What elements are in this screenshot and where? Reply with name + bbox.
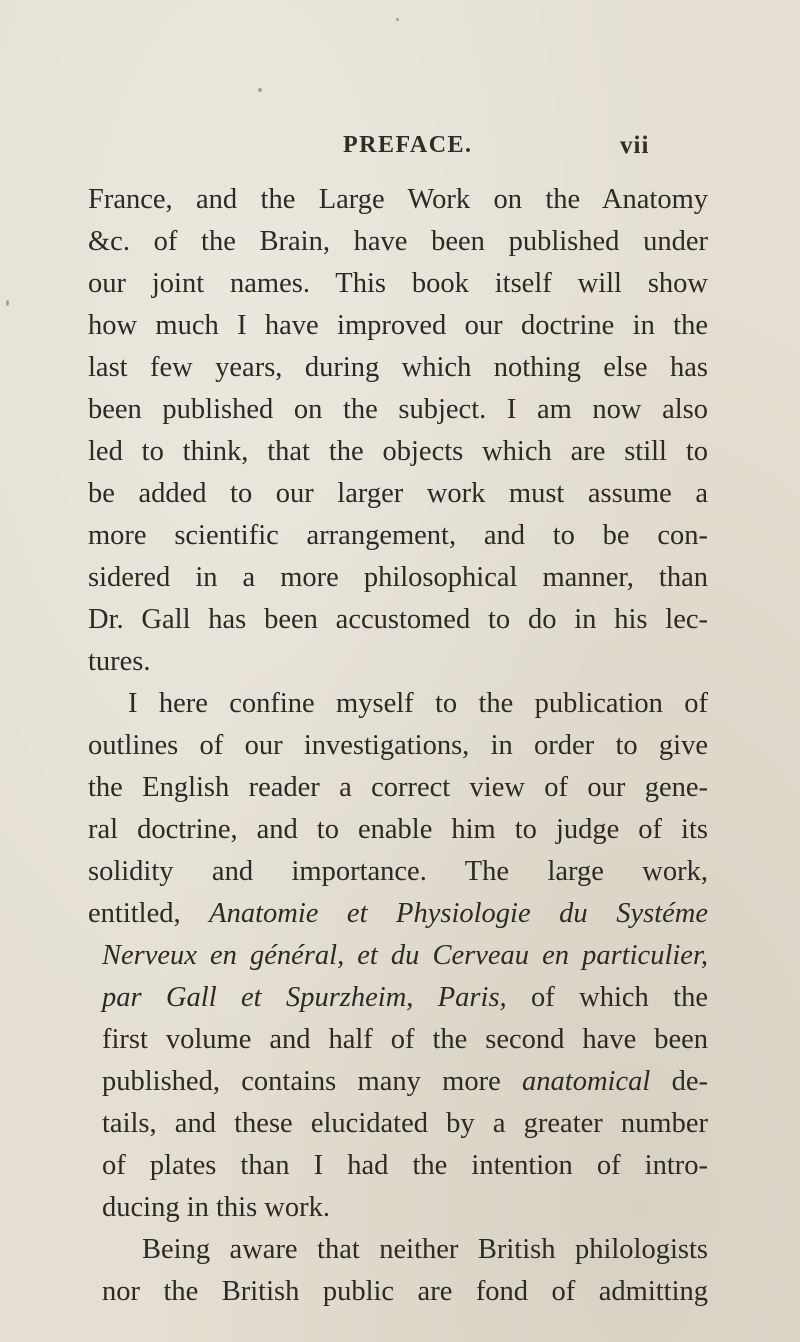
text-line <box>88 894 708 934</box>
text-run: published, contains many more <box>102 1066 523 1097</box>
text-line: of plates than I had the intention of intro- <box>102 1150 708 1181</box>
italic-title-run: Nerveux en général, et du Cerveau en particulier, <box>102 940 708 971</box>
italic-author-run: par Gall et Spurzheim, Paris, <box>102 982 507 1013</box>
text-line: nor the British public are fond of admitting <box>102 1276 708 1307</box>
text-line: been published on the subject. I am now also <box>88 394 708 425</box>
text-line: I here confine myself to the publication of <box>128 688 708 719</box>
paper-speck <box>396 18 399 21</box>
text-run: de- <box>650 1066 708 1097</box>
italic-term-run: anatomical <box>522 1066 651 1097</box>
text-line: ral doctrine, and to enable him to judge of its <box>88 814 708 845</box>
text-line: solidity and importance. The large work, <box>88 856 708 887</box>
text-line <box>102 936 708 976</box>
text-line: last few years, during which nothing else has <box>88 352 708 383</box>
text-line: &c. of the Brain, have been published under <box>88 226 708 257</box>
paper-speck <box>6 300 9 306</box>
text-line: our joint names. This book itself will show <box>88 268 708 299</box>
text-line <box>102 978 708 1018</box>
text-run: of which the <box>506 982 708 1013</box>
italic-title-run: Anatomie et Physiologie du Systéme <box>209 898 708 929</box>
text-line: outlines of our investigations, in order to give <box>88 730 708 761</box>
text-run: entitled, <box>88 898 210 929</box>
text-line: first volume and half of the second have been <box>102 1024 708 1055</box>
text-line: tails, and these elucidated by a greater number <box>102 1108 708 1139</box>
text-line: France, and the Large Work on the Anatomy <box>88 184 708 215</box>
text-line: ducing in this work. <box>102 1192 330 1223</box>
text-line: sidered in a more philosophical manner, than <box>88 562 708 593</box>
page-header <box>0 132 800 172</box>
text-line: Dr. Gall has been accustomed to do in his lec- <box>88 604 708 635</box>
text-line: Being aware that neither British philologists <box>142 1234 708 1265</box>
text-line <box>102 1062 708 1102</box>
text-line: how much I have improved our doctrine in the <box>88 310 708 341</box>
page-number: vii <box>620 132 650 159</box>
text-line: led to think, that the objects which are still to <box>88 436 708 467</box>
text-line: tures. <box>88 646 151 677</box>
text-line: more scientific arrangement, and to be con- <box>88 520 708 551</box>
paper-speck <box>258 88 262 92</box>
running-title: PREFACE. <box>343 132 473 158</box>
text-line: the English reader a correct view of our gene- <box>88 772 708 803</box>
text-line: be added to our larger work must assume a <box>88 478 708 509</box>
